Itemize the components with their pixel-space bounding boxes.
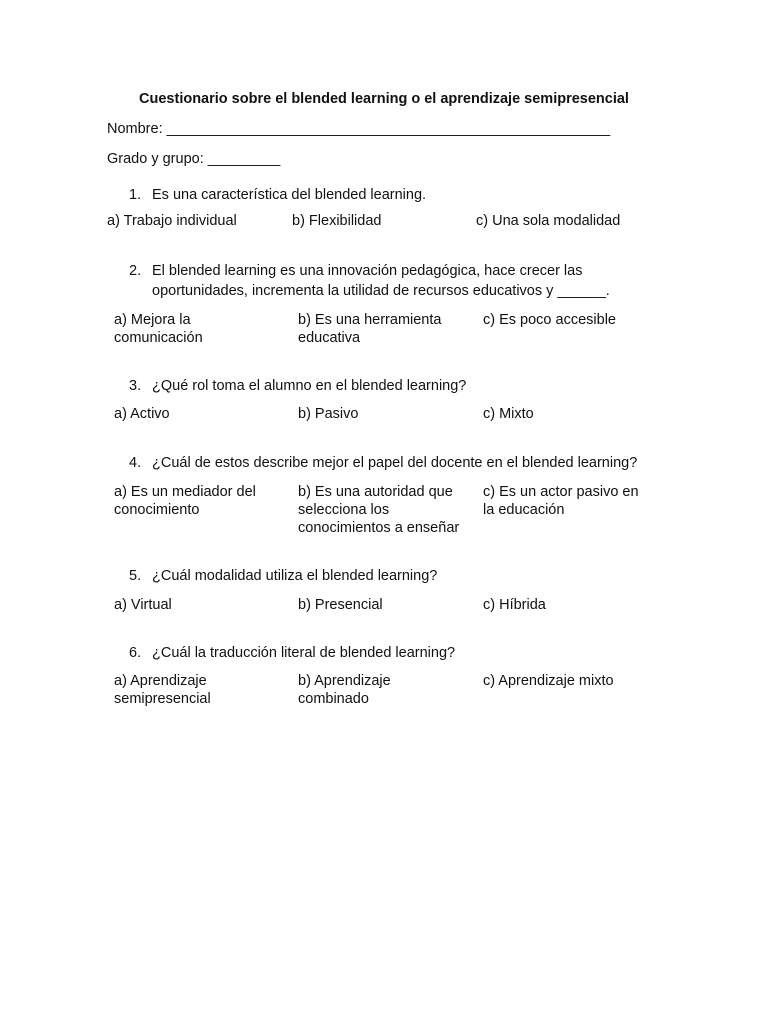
- option-c: c) Una sola modalidad: [476, 213, 621, 229]
- question-number: 1.: [129, 187, 142, 203]
- grado-grupo-field: Grado y grupo: _________: [107, 151, 281, 167]
- question-3: [129, 376, 669, 396]
- options-2: [114, 311, 674, 371]
- question-number: 2.: [129, 263, 142, 279]
- question-text: ¿Cuál de estos describe mejor el papel del docente en el blended learning?: [152, 455, 638, 471]
- question-text: ¿Qué rol toma el alumno en el blended learning?: [152, 378, 467, 394]
- question-4: [129, 453, 669, 473]
- nombre-field: Nombre: _______________________________________________________: [107, 121, 611, 137]
- option-b: b) Presencial: [298, 597, 383, 613]
- option-b: b) Pasivo: [298, 406, 359, 422]
- options-6: [114, 672, 674, 732]
- option-c: c) Mixto: [483, 406, 534, 422]
- question-text: ¿Cuál la traducción literal de blended learning?: [152, 645, 456, 661]
- option-a: a) Es un mediador del conocimiento: [114, 484, 256, 518]
- option-b: b) Es una autoridad que selecciona los conocimientos a enseñar: [298, 484, 460, 536]
- option-a: a) Trabajo individual: [107, 213, 237, 229]
- options-4: [114, 483, 674, 543]
- question-text: ¿Cuál modalidad utiliza el blended learning?: [152, 568, 438, 584]
- question-number: 5.: [129, 568, 142, 584]
- option-b: b) Aprendizaje combinado: [298, 673, 391, 707]
- question-number: 6.: [129, 645, 142, 661]
- option-a: a) Aprendizaje semipresencial: [114, 673, 211, 707]
- option-c: c) Híbrida: [483, 597, 546, 613]
- option-a: a) Activo: [114, 406, 170, 422]
- option-b: b) Es una herramienta educativa: [298, 312, 442, 346]
- question-number: 3.: [129, 378, 142, 394]
- option-a: a) Mejora la comunicación: [114, 312, 203, 346]
- question-number: 4.: [129, 455, 142, 471]
- option-c: c) Es poco accesible: [483, 312, 616, 328]
- question-6: [129, 643, 669, 663]
- question-text: El blended learning es una innovación pedagógica, hace crecer las oportunidades, incrementa la utilidad de recursos educativos y ______.: [152, 263, 610, 299]
- option-b: b) Flexibilidad: [292, 213, 382, 229]
- question-2: [129, 261, 669, 301]
- page-title: Cuestionario sobre el blended learning o el aprendizaje semipresencial: [139, 91, 629, 107]
- option-a: a) Virtual: [114, 597, 172, 613]
- option-c: c) Es un actor pasivo en la educación: [483, 484, 639, 518]
- question-text: Es una característica del blended learning.: [152, 187, 427, 203]
- question-5: [129, 566, 669, 586]
- question-1: [129, 185, 669, 205]
- option-c: c) Aprendizaje mixto: [483, 673, 614, 689]
